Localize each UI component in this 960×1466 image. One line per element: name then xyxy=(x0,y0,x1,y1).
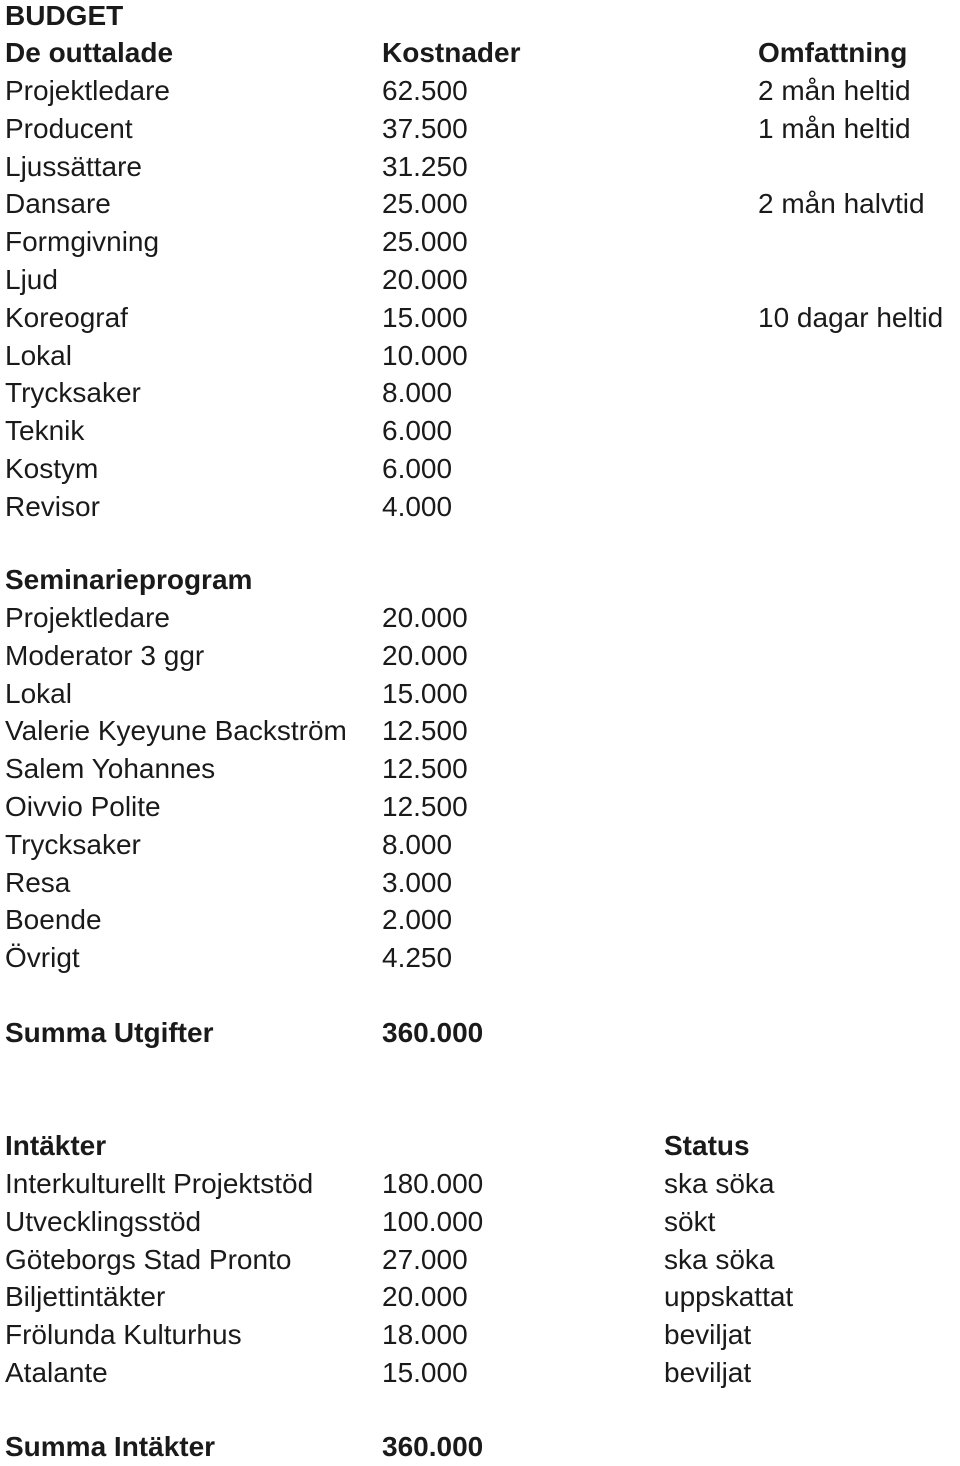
seminar-item: Resa xyxy=(5,866,71,898)
income-header-status: Status xyxy=(664,1130,750,1161)
seminar-amount: 12.500 xyxy=(382,753,468,785)
cost-row xyxy=(0,299,960,337)
cost-row xyxy=(0,148,960,186)
total-costs-label: Summa Utgifter xyxy=(5,1017,214,1048)
seminar-item: Boende xyxy=(5,904,102,936)
seminar-item: Valerie Kyeyune Backström xyxy=(5,715,347,747)
income-status: beviljat xyxy=(664,1319,752,1351)
seminar-amount: 20.000 xyxy=(382,639,468,671)
cost-row xyxy=(0,72,960,110)
seminar-amount: 2.000 xyxy=(382,904,453,936)
seminar-heading-row xyxy=(0,561,960,599)
costs-header-item: De outtalade xyxy=(5,37,174,68)
seminar-row xyxy=(0,675,960,713)
cost-amount: 20.000 xyxy=(382,264,468,295)
total-costs-value: 360.000 xyxy=(382,1017,484,1048)
cost-scope: 1 mån heltid xyxy=(758,112,911,144)
income-amount: 18.000 xyxy=(382,1319,468,1351)
cost-item: Projektledare xyxy=(5,75,170,106)
seminar-row xyxy=(0,864,960,902)
income-row xyxy=(0,1278,960,1316)
seminar-row xyxy=(0,901,960,939)
costs-header-row xyxy=(0,34,960,72)
cost-row xyxy=(0,110,960,148)
seminar-item: Lokal xyxy=(5,677,72,709)
seminar-row xyxy=(0,712,960,750)
cost-item: Lokal xyxy=(5,339,72,371)
seminar-row xyxy=(0,637,960,675)
cost-item: Producent xyxy=(5,112,133,144)
cost-amount: 4.000 xyxy=(382,490,453,522)
cost-row xyxy=(0,488,960,526)
cost-row xyxy=(0,337,960,375)
income-row xyxy=(0,1241,960,1279)
income-header-row xyxy=(0,1127,960,1165)
income-status: ska söka xyxy=(664,1168,775,1199)
seminar-amount: 3.000 xyxy=(382,866,453,898)
cost-amount: 6.000 xyxy=(382,415,453,447)
cost-row xyxy=(0,185,960,223)
cost-item: Ljud xyxy=(5,264,58,295)
cost-amount: 25.000 xyxy=(382,188,468,220)
cost-scope: 2 mån halvtid xyxy=(758,188,925,220)
cost-amount: 6.000 xyxy=(382,453,453,484)
cost-item: Formgivning xyxy=(5,226,160,258)
seminar-row xyxy=(0,826,960,864)
income-item: Atalante xyxy=(5,1357,108,1388)
seminar-heading: Seminarieprogram xyxy=(5,564,253,595)
seminar-amount: 4.250 xyxy=(382,942,453,974)
seminar-row xyxy=(0,939,960,977)
seminar-item: Projektledare xyxy=(5,602,170,633)
cost-item: Dansare xyxy=(5,188,111,220)
cost-row xyxy=(0,223,960,261)
income-amount: 20.000 xyxy=(382,1281,468,1313)
seminar-amount: 12.500 xyxy=(382,715,468,747)
cost-amount: 8.000 xyxy=(382,377,453,409)
seminar-row xyxy=(0,788,960,826)
income-item: Göteborgs Stad Pronto xyxy=(5,1243,292,1275)
income-item: Frölunda Kulturhus xyxy=(5,1319,242,1351)
total-income-row xyxy=(0,1428,960,1466)
income-status: sökt xyxy=(664,1205,716,1237)
total-income-label: Summa Intäkter xyxy=(5,1431,216,1462)
costs-header-amount: Kostnader xyxy=(382,37,521,68)
cost-amount: 37.500 xyxy=(382,112,468,144)
cost-item: Koreograf xyxy=(5,301,128,333)
seminar-amount: 15.000 xyxy=(382,677,468,709)
seminar-amount: 12.500 xyxy=(382,791,468,822)
seminar-item: Övrigt xyxy=(5,942,80,974)
seminar-item: Moderator 3 ggr xyxy=(5,639,205,671)
income-amount: 15.000 xyxy=(382,1357,468,1388)
total-costs-row xyxy=(0,1014,960,1052)
seminar-item: Trycksaker xyxy=(5,828,141,860)
seminar-row xyxy=(0,750,960,788)
cost-amount: 25.000 xyxy=(382,226,468,258)
cost-scope: 10 dagar heltid xyxy=(758,301,944,333)
total-income-value: 360.000 xyxy=(382,1431,484,1462)
income-amount: 27.000 xyxy=(382,1243,468,1275)
seminar-amount: 8.000 xyxy=(382,828,453,860)
income-item: Utvecklingsstöd xyxy=(5,1205,202,1237)
seminar-amount: 20.000 xyxy=(382,602,468,633)
cost-row xyxy=(0,261,960,299)
cost-item: Ljussättare xyxy=(5,150,142,182)
cost-row xyxy=(0,374,960,412)
seminar-item: Salem Yohannes xyxy=(5,753,216,785)
income-amount: 100.000 xyxy=(382,1205,484,1237)
cost-item: Kostym xyxy=(5,453,99,484)
cost-item: Revisor xyxy=(5,490,100,522)
income-row xyxy=(0,1165,960,1203)
income-item: Interkulturellt Projektstöd xyxy=(5,1168,314,1199)
document-title: BUDGET xyxy=(5,0,124,31)
income-amount: 180.000 xyxy=(382,1168,484,1199)
cost-amount: 10.000 xyxy=(382,339,468,371)
seminar-item: Oivvio Polite xyxy=(5,791,161,822)
cost-item: Teknik xyxy=(5,415,85,447)
income-row xyxy=(0,1203,960,1241)
cost-scope: 2 mån heltid xyxy=(758,75,911,106)
income-row xyxy=(0,1354,960,1392)
income-status: beviljat xyxy=(664,1357,752,1388)
cost-row xyxy=(0,412,960,450)
income-status: ska söka xyxy=(664,1243,775,1275)
costs-header-scope: Omfattning xyxy=(758,37,908,68)
seminar-row xyxy=(0,599,960,637)
income-row xyxy=(0,1316,960,1354)
income-header-item: Intäkter xyxy=(5,1130,107,1161)
cost-amount: 31.250 xyxy=(382,150,468,182)
cost-item: Trycksaker xyxy=(5,377,141,409)
income-status: uppskattat xyxy=(664,1281,794,1313)
cost-row xyxy=(0,450,960,488)
income-item: Biljettintäkter xyxy=(5,1281,166,1313)
cost-amount: 15.000 xyxy=(382,301,468,333)
cost-amount: 62.500 xyxy=(382,75,468,106)
